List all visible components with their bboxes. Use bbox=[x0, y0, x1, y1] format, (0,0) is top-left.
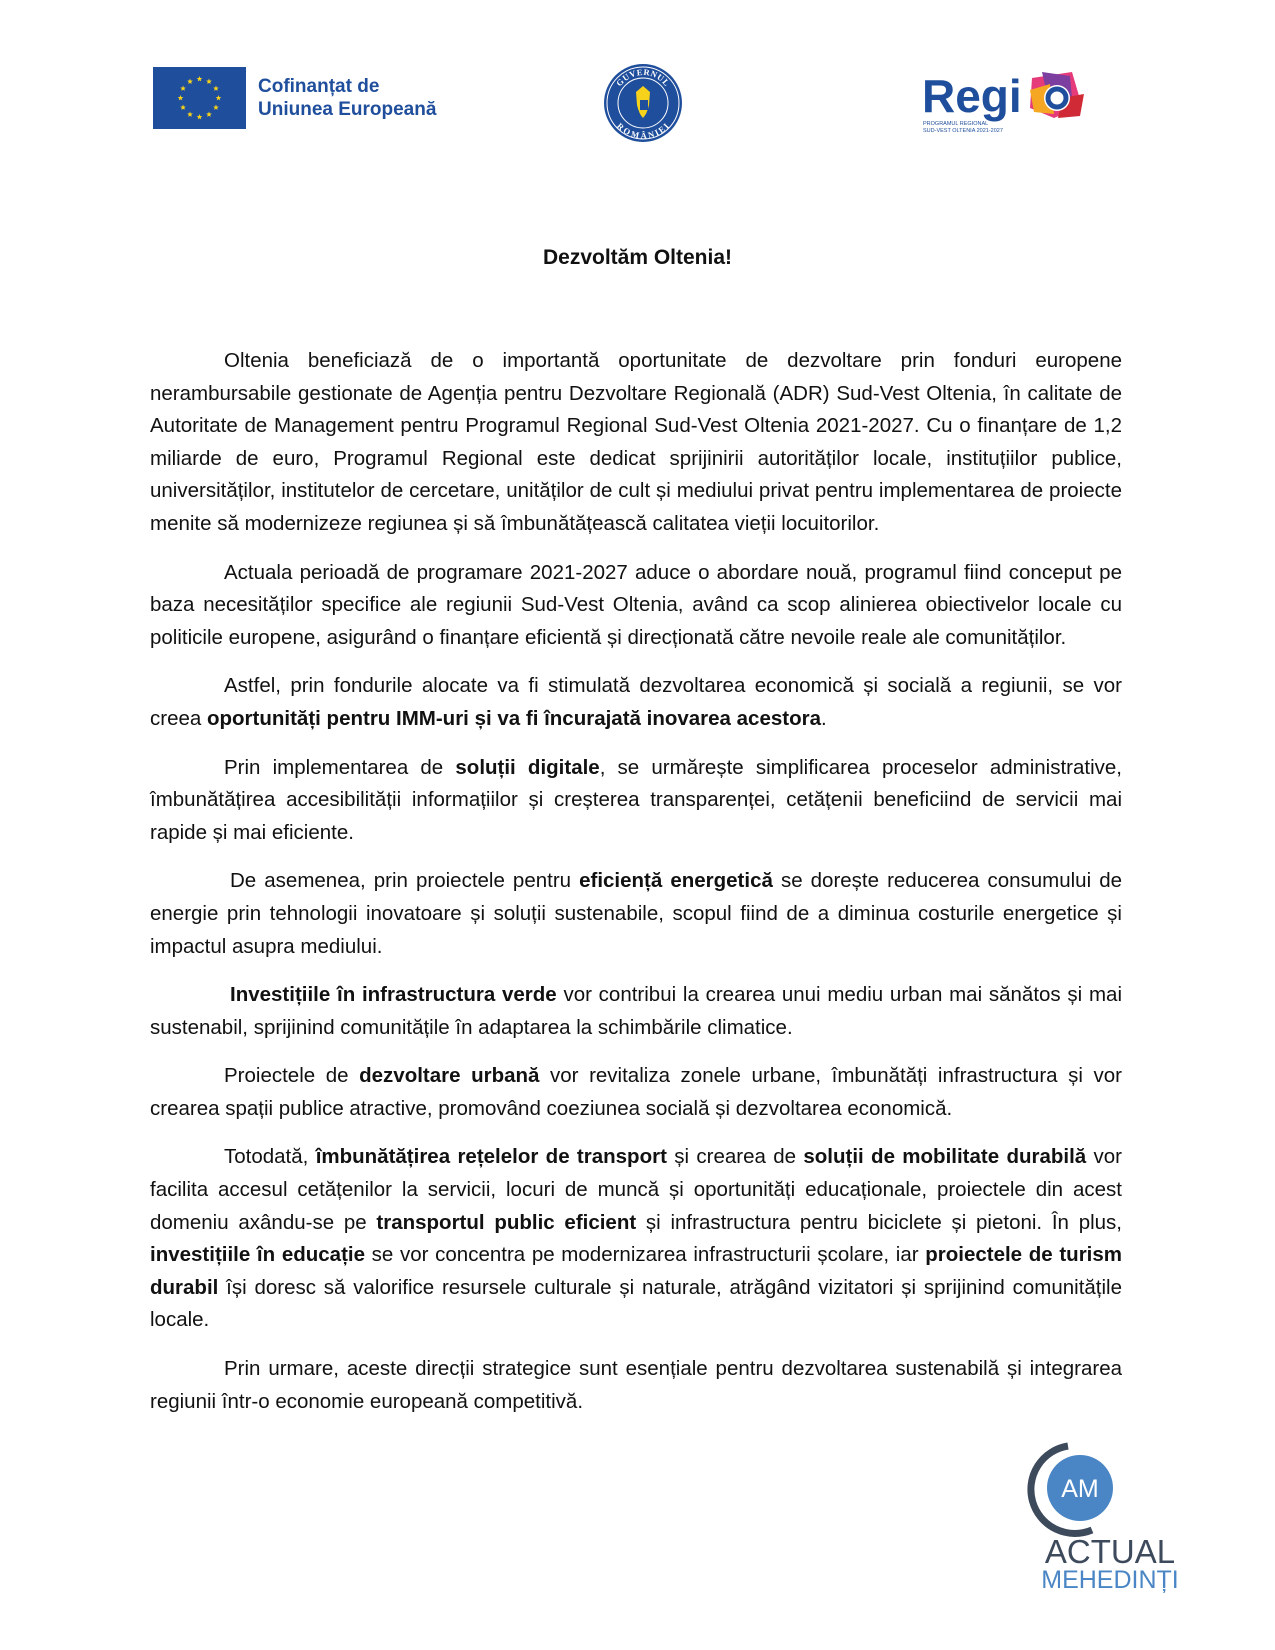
romanian-government-seal bbox=[602, 62, 684, 144]
paragraph bbox=[150, 670, 1122, 735]
bold-text: proiectele de turism durabil bbox=[150, 1243, 1122, 1299]
eu-cofinancing-logo bbox=[153, 67, 436, 129]
text-run: Actuala perioadă de programare 2021-2027 aduce o abordare nouă, programul fiind conceput pe baza necesităților specifice ale regiunii Sud-Vest Oltenia, având ca scop alinierea obiectivelor locale cu politicile europene, asigurând o finanțare eficientă și direcționată către nevoile reale ale comunităților. bbox=[150, 560, 1122, 649]
page-title: Dezvoltăm Oltenia! bbox=[542, 246, 733, 269]
text-run: Prin urmare, aceste direcții strategice sunt esențiale pentru dezvoltarea sustenabilă și integrarea regiunii într-o economie europeană competitivă. bbox=[150, 1357, 1122, 1413]
paragraph bbox=[150, 865, 1122, 963]
watermark-line2: MEHEDINȚI bbox=[1041, 1566, 1179, 1594]
bold-text: soluții de mobilitate durabilă bbox=[803, 1145, 1087, 1169]
text-run: vor facilita accesul cetățenilor la servicii, locuri de muncă și oportunități educaționale, proiectele din acest domeniu axându-se pe bbox=[150, 1145, 1122, 1234]
eu-stars-icon bbox=[153, 67, 246, 129]
eu-logo-line1: Cofinanțat de bbox=[258, 76, 380, 97]
text-run: . bbox=[820, 706, 827, 730]
regio-word: Regi bbox=[922, 70, 1022, 122]
bold-text: oportunități pentru IMM-uri și va fi încurajată inovarea acestora bbox=[206, 706, 821, 730]
text-run: Astfel, prin fondurile alocate va fi stimulată dezvoltarea economică și socială a regiunii, se vor creea bbox=[150, 674, 1122, 730]
paragraph bbox=[150, 345, 1122, 541]
regio-o-icon bbox=[1030, 72, 1084, 118]
text-run: Oltenia beneficiază de o importantă oportunitate de dezvoltare prin fonduri europene nerambursabile gestionate de Agenția pentru Dezvoltare Regională (ADR) Sud-Vest Oltenia, în calitate de Autoritate de Management pentru Programul Regional Sud-Vest Oltenia 2021-2027. Cu o finanțare de 1,2 miliarde de euro, Programul Regional este dedicat sprijinirii autorităților locale, instituțiilor publice, universităților, institutelor de cercetare, unităților de cult și mediului privat pentru implementarea de proiecte menite să modernizeze regiunea și să îmbunătățească calitatea vieții locuitorilor. bbox=[150, 349, 1122, 535]
paragraph bbox=[150, 1353, 1122, 1418]
bold-text: dezvoltare urbană bbox=[359, 1064, 540, 1088]
text-run: își doresc să valorifice resursele culturale și naturale, atrăgând vizitatori și sprijinind comunitățile locale. bbox=[150, 1275, 1122, 1332]
bold-text: soluții digitale bbox=[455, 755, 600, 779]
bold-text: îmbunătățirea rețelelor de transport bbox=[315, 1145, 667, 1169]
paragraph bbox=[150, 752, 1122, 850]
bold-text: transportul public eficient bbox=[376, 1210, 637, 1234]
text-run: Proiectele de bbox=[224, 1064, 360, 1088]
bold-text: investițiile în educație bbox=[150, 1243, 365, 1267]
regio-logo bbox=[922, 68, 1102, 138]
page-header bbox=[0, 0, 1275, 150]
text-run: vor revitaliza zonele urbane, îmbunătăți infrastructura și vor crearea spații publice atractive, promovând coeziunea socială și dezvoltarea economică. bbox=[150, 1064, 1122, 1120]
seal-top-text: GUVERNUL bbox=[614, 66, 673, 89]
paragraph bbox=[150, 1141, 1122, 1337]
text-run: De asemenea, prin proiectele pentru bbox=[230, 869, 580, 893]
text-run: Totodată, bbox=[224, 1145, 316, 1169]
text-run: și crearea de bbox=[666, 1145, 804, 1169]
text-run: vor contribui la crearea unui mediu urban mai sănătos și mai sustenabil, sprijinind comunitățile în adaptarea la schimbările climatice. bbox=[150, 983, 1123, 1039]
paragraph bbox=[150, 979, 1122, 1044]
text-run: se vor concentra pe modernizarea infrastructurii școlare, iar bbox=[365, 1243, 926, 1267]
watermark-initials: AM bbox=[1061, 1475, 1099, 1503]
document-body bbox=[150, 345, 1122, 1434]
text-run: și infrastructura pentru biciclete și pietoni. În plus, bbox=[636, 1210, 1122, 1234]
eu-logo-text bbox=[258, 75, 436, 121]
regio-subtitle-2: SUD-VEST OLTENIA 2021-2027 bbox=[923, 128, 1003, 134]
eu-flag-icon bbox=[153, 67, 246, 129]
text-run: , se urmărește simplificarea proceselor administrative, îmbunătățirea accesibilității informațiilor și creșterea transparenței, cetățenii beneficiind de servicii mai rapide și mai eficiente. bbox=[150, 755, 1122, 844]
paragraph bbox=[150, 1060, 1122, 1125]
bold-text: eficiență energetică bbox=[579, 869, 773, 893]
text-run: Prin implementarea de bbox=[224, 755, 456, 779]
watermark-line1: ACTUAL bbox=[1044, 1533, 1176, 1570]
paragraph bbox=[150, 557, 1122, 655]
eu-logo-line2: Uniunea Europeană bbox=[258, 99, 437, 120]
bold-text: Investițiile în infrastructura verde bbox=[230, 983, 557, 1007]
seal-bottom-text: ROMÂNIEI bbox=[615, 120, 672, 141]
actual-mehedinti-watermark bbox=[1010, 1420, 1210, 1595]
text-run: se dorește reducerea consumului de energie prin tehnologii inovatoare și soluții sustenabile, scopul fiind de a diminua costurile energetice și impactul asupra mediului. bbox=[150, 869, 1122, 958]
regio-subtitle-1: PROGRAMUL REGIONAL bbox=[923, 121, 989, 127]
